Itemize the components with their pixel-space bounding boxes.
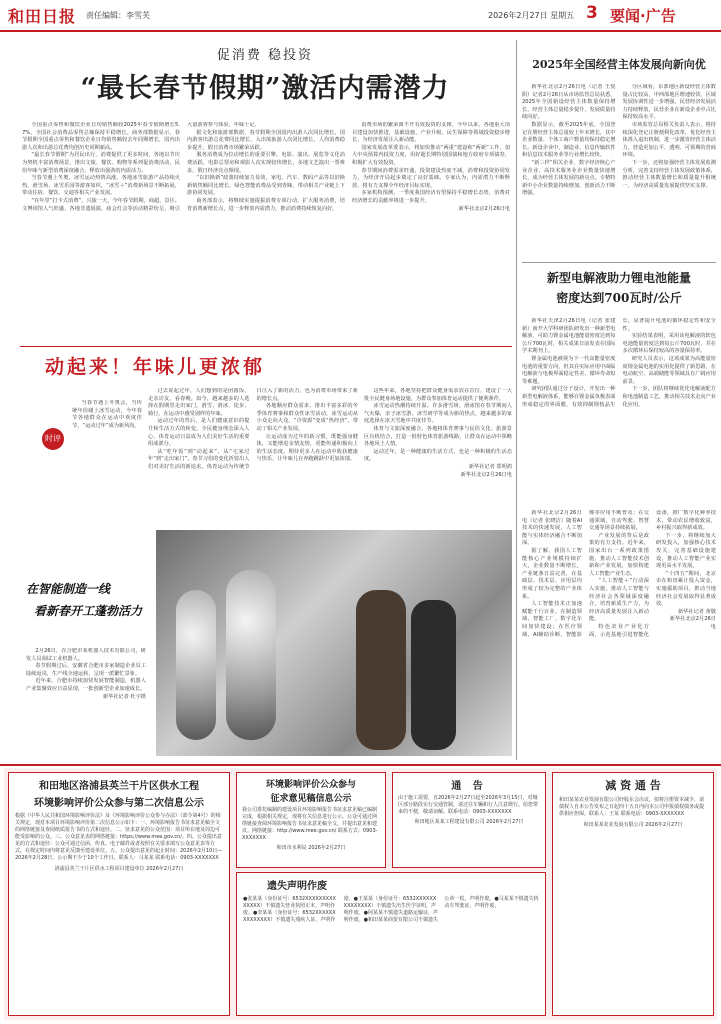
right-bottom-paragraph: 人工智能技术正加速赋能千行百业。在制造领域，智能工厂、数字化车间加快建设；在医疗领域，AI辅助诊断、智能影像等应用不断普及；在交通领域，自动驾驶、智慧交通等场景持续拓展。 xyxy=(522,510,649,638)
page-header xyxy=(0,0,721,32)
ad-public-notice-1 xyxy=(8,772,230,1016)
feature-paragraph: 从“吃年饭”到“动起来”，从“宅家过年”到“走出家门”，春节习俗的变化折射出人们对美好生活的新追求。体育运动为传统节日注入了新的活力，也为消费市场带来了新的增长点。 xyxy=(148,388,358,470)
lead-paragraph: 春节期间消费需求旺盛，投资建设热度不减，消费和投资协同发力，为经济开局起步奠定了良好基础。专家认为，内需潜力不断释放，将有力支撑全年经济目标实现。 xyxy=(352,167,510,189)
caption-title2: 看新春开工蓬勃活力 xyxy=(34,604,143,618)
right-bottom-paragraph: “十四五”期间，北京市在和田累计投入资金，实施援助项目，推动当地经济社会发展取得显著成效。 xyxy=(656,570,716,608)
ad5-sign: 和田某某农业发展有限公司 2026年2月27日 xyxy=(583,822,683,828)
ad5-title: 减 资 通 告 xyxy=(605,779,661,792)
right-bottom-paragraph: 新华社北京2月26日电（记者 张晓洁）随着AI技术的快速发展，人工智能与实体经济融合不断加深。 xyxy=(522,510,582,547)
caption-paragraph: 春节假期过后，安徽省合肥市多家制造企业员工陆续返岗，生产线全速运转，呈现一派繁忙景象。 xyxy=(26,663,146,677)
lead-kicker: 促消费 稳投资 xyxy=(216,48,314,63)
feature-paragraph: 当春节遇上冬奥会，当传统年俗碰上冰雪运动，今年春节各地群众在运动中欢度佳节，“运动过年”成为新风尚。 xyxy=(72,400,142,429)
right-mid-title-wrap xyxy=(522,268,716,310)
column-divider xyxy=(516,40,517,760)
lead-paragraph: 服务消费成为拉动增长的重要引擎。电影、演出、展览等文化消费活跃，电影总票房和观影人次实现较快增长，多地文艺演出一票难求，假日经济亮点频现。 xyxy=(187,152,345,174)
lead-paragraph: 据文化和旅游部数据，春节假期全国国内出游人次同比增长，国内游客出游总花费同比增长，入出境旅游人次同比增长，人均消费稳步提升，假日消费市场繁荣活跃。 xyxy=(187,129,345,151)
ad1-title1: 和田地区洛浦县英兰干片区供水工程 xyxy=(39,781,199,792)
photo-credit: 新华社记者 杜宇摄 xyxy=(102,693,146,700)
person-figure xyxy=(356,590,406,750)
right-mid-title-line2: 密度达到700瓦时/公斤 xyxy=(556,291,682,305)
right-mid-title-line1: 新型电解液助力锂电池能量 xyxy=(546,271,691,285)
ad1-sign: 洛浦县英兰干片区供水工程项目建设单位 2026年2月27日 xyxy=(54,866,184,872)
ad3-body: ●张某某（身份证号：6532XXXXXXXXXXXXXX）不慎遗失营业执照正本，声明作废。●李某某（身份证号：6532XXXXXXXXXXXXXX）不慎遗失残疾人证，声明作废。●王某某（身份证号：6532XXXXXXXXXXXXXX）不慎遗失出生医学证明，声明作废。●阿某某不慎遗失道路运输证，声明作废。●和田某某商贸有限公司不慎遗失公章一枚，声明作废。●马某某不慎遗失机动车驾驶证，声明作废。 xyxy=(243,896,539,923)
feature-dateline: 新华社北京2月26日电 xyxy=(460,471,512,478)
caption-paragraph: 2月26日，在合肥市某机器人技术有限公司，研发人员调试工业机器人。 xyxy=(26,648,146,662)
feature-top-rule xyxy=(20,346,512,347)
right-mid-paragraph: 新华社天津2月26日电（记者 张建新）南开大学科研团队研发出一种新型电解液，可助力锂金属电池能量密度达到每公斤700瓦时，相关成果日前发表在国际学术期刊上。 xyxy=(522,318,616,355)
feature-paragraph: 让运动成为过年的新习惯，既能强身健体，又能增进亲情友情，更能传递积极向上的生活态度。期待更多人在运动中收获健康与快乐，让年味儿在奔跑跳跃中更加浓郁。 xyxy=(256,433,358,463)
right-top-paragraph: “新三样”相关企业、数字经济核心产业企业、高技术服务业企业数量快速增长，成为经营主体发展的新亮点。专精特新中小企业数量持续增加，创新活力不断增强。 xyxy=(522,159,616,197)
lead-title-wrap xyxy=(20,66,510,114)
person-figure xyxy=(411,600,456,750)
ad4-body: 由于施工需要，自2026年2月27日起至2026年3月15日，对城区部分路段实行交通管制，请过往车辆和行人注意绕行。给您带来的不便，敬请谅解。联系电话：0903-XXXXXXX xyxy=(398,795,539,815)
right-bottom-paragraph: 据了解，我国人工智能核心产业规模持续扩大，企业数量不断增长，产业链条日益完善，在基础层、技术层、应用层均形成了较为完整的产业体系。 xyxy=(522,547,582,600)
lead-title: “最长春节假期”激活内需潜力 xyxy=(80,73,450,104)
ad2-title2: 征求意见稿信息公示 xyxy=(270,794,352,804)
feature-body xyxy=(148,388,358,528)
newspaper-logo: 和田日报 xyxy=(8,7,77,26)
feature-col3-paragraph: 运动过年，是一种健康的生活方式，也是一种积极的生活态度。 xyxy=(364,448,512,463)
feature-paragraph: 运动过年的背后，是人们健康意识的提升和生活方式的转变。全民健身理念深入人心，体育运动日益成为人们美好生活的重要组成部分。 xyxy=(148,418,250,448)
feature-col3-paragraph: 冰雪运动热潮持续升温。许多滑雪场、滑冰馆在春节期间人气火爆，亲子冰雪游、冰雪研学等成为新的热点，越来越多的家庭选择在冰天雪地中共度佳节。 xyxy=(364,403,512,425)
lead-paragraph: 全国重点零售和餐饮企业日均销售额较2025年春节假期增长5.7%，全国社会消费品零售总额保持平稳增长。商务部数据显示，春节假期全国重点零售和餐饮企业日均销售额较去年同期增长，国内出游人次和出游总花费均创历史同期新高。 xyxy=(22,122,180,151)
feature-col3-paragraph: 体育与文旅深度融合。各地将体育赛事与民俗文化、旅游景区有机结合，打造一批特色体育旅游线路，让群众在运动中领略各地风土人情。 xyxy=(364,425,512,448)
right-bottom-paragraph: 特色农业产业化方面，示范基地引进智能化设备，推广数字化种养技术，带动农民增收致富，乡村振兴取得新成效。 xyxy=(589,510,716,638)
right-mid-paragraph: 锂金属电池被视为下一代高能量密度电池的重要方向，但其在实际应用中面临电解液与电极界面稳定性差、循环寿命短等难题。 xyxy=(522,355,616,385)
divider xyxy=(522,262,716,263)
feature-author: 新华社记者 郑明鸿 xyxy=(468,463,512,470)
ad2-title1: 环境影响评价公众参与 xyxy=(265,780,356,790)
right-top-body xyxy=(522,84,716,260)
page-number: 3 xyxy=(586,3,598,23)
right-top-paragraph: 新华社北京2月26日电（记者 王悦阳）记者2月26日从市场监管总局获悉，2025年全国新设经营主体数量保持增长，经营主体总量稳步提升，发展质量持续向好。 xyxy=(522,84,616,121)
lead-paragraph: “以旧换新”政策持续加力显效。家电、汽车、数码产品等以旧换新销售额同比增长，绿色智能消费品受到青睐，带动相关产业链上下游协同发展。 xyxy=(187,175,345,197)
feature-paragraph: 各地顺应群众需求，推出丰富多彩的冬季体育赛事和群众性冰雪活动，冰雪运动从小众走向大众，“冷资源”变成“热经济”，带动了相关产业发展。 xyxy=(256,403,358,432)
caption-paragraph: 近年来，合肥市持续加快发展智能制造，机器人产业集聚效应日益显现，一批创新型企业加速成长。 xyxy=(26,678,146,692)
news-photo xyxy=(156,530,512,756)
lead-paragraph: “在年里”打卡式消费”，兴旅一天。今年春节假期，商超、景区、文博场馆人气旺盛，各地非遗展演、庙会灯会等活动精彩纷呈，吸引大量游客参与体验，年味十足。 xyxy=(22,122,260,212)
ads-top-rule xyxy=(0,764,721,766)
lead-paragraph: 多家机构预测，一季度我国经济有望保持平稳增长态势，消费对经济增长的贡献率将进一步提升。 xyxy=(352,190,510,204)
right-mid-paragraph: 下一步，团队将继续优化电解液配方和电池制造工艺，推动相关技术走向产业化应用。 xyxy=(622,386,716,408)
feature-title-wrap xyxy=(20,352,290,380)
commentary-icon: 时评 xyxy=(42,428,64,450)
feature-col3-paragraph: 这些年来，各地坚持把群众健身需求放在首位，建设了一大批全民健身场地设施，为群众参加体育运动提供了便利条件。 xyxy=(364,388,512,402)
ad3-title: 遗失声明作废 xyxy=(267,881,327,892)
section-title: 要闻·广告 xyxy=(610,7,676,25)
right-mid-body xyxy=(522,318,716,502)
right-top-paragraph: 数据显示，截至2025年底，全国登记在册经营主体总量较上年末增长，其中企业数量、个体工商户数量均保持稳定增长。新设企业中，制造业、信息传输软件和信息技术服务业等行业增长较快。 xyxy=(522,121,616,159)
right-bottom-body xyxy=(522,510,716,760)
right-bottom-paragraph: 产业发展的背后是政策的有力支持。近年来，国家出台一系列政策措施，推动人工智能技术创新和产业发展，加快构建人工智能产业生态。 xyxy=(589,532,649,577)
ad4-title: 通 告 xyxy=(451,781,487,792)
lead-paragraph: “最长春节假期”为居民出行、消费提供了更多时间，各地以节庆为契机丰富消费场景，推出文旅、餐饮、购物等系列促消费活动，民俗年味与新型消费深度融合，释放出强劲的内需活力。 xyxy=(22,152,180,174)
feature-paragraph: 过去说起过年，人们想到的是团圆饭、走亲访友、看春晚。如今，越来越多的人选择在假期里走出家门，滑雪、滑冰、徒步、骑行，在运动中感受别样的年味。 xyxy=(148,388,250,417)
lead-paragraph: 商务部表示，将继续实施提振消费专项行动，扩大服务消费，培育消费新增长点，进一步释放内需潜力，推动消费持续恢复向好。 xyxy=(187,197,345,212)
ad-lost-notices xyxy=(236,872,546,1016)
ad1-body: 根据《中华人民共和国环境影响评价法》及《环境影响评价公众参与办法》（部令第4号）的相关规定，现对本项目环境影响评价第二次信息公示如下：一、环境影响报告书征求意见稿全文的网络链接及查阅纸质报告书的方式和途径。二、征求意见的公众范围：项目所在地及周边可能受影响的公众。三、公众意见表的网络链接：https://www.mee.gov.cn/。四、公众提出意见的方式和途径：公众可通过信函、传真、电子邮件或者按照有关要求填写公众意见表等方式，在规定时间内将意见反馈至建设单位。五、公众提出意见的起止时间：2026年2月10日—2026年2月28日，公示期不少于10个工作日。联系人：马某某 联系电话：0903-XXXXXXX xyxy=(15,813,223,861)
right-mid-paragraph: 实验结果表明，采用该电解液的软包电池能量密度达到每公斤700瓦时，并在多次循环后保持较高的容量保持率。 xyxy=(622,333,716,355)
right-bottom-dateline: 新华社北京2月26日电 xyxy=(669,616,716,630)
lead-paragraph: 消费市场的繁荣离不开有效投资的支撑。今年以来，各地重大项目建设加快推进，基础设施、产业升级、民生保障等领域投资稳步增长，为经济发展注入新动能。 xyxy=(352,122,510,144)
ad2-body: 我公司委托编制的建设项目环境影响报告书征求意见稿已编制完成，根据相关规定，现将有关信息进行公示，公众可通过网络链接查阅环境影响报告书征求意见稿全文，并提出意见和建议。网络链接：http://www.mee.gov.cn/ 联系方式：0903-XXXXXXX xyxy=(242,807,378,841)
lead-paragraph: 当春节遇上冬奥，冰雪运动热情高涨。各地冰雪旅游产品持续火热，滑雪场、冰雪乐园等游客如织，“冰雪＋”消费新场景不断拓展，带动住宿、餐饮、交通等相关产业发展。 xyxy=(22,175,180,197)
editor-credit: 责任编辑：李雪芙 xyxy=(86,11,150,20)
right-bottom-paragraph: “人工智能＋”行动深入实施，推动人工智能与经济社会各领域深度融合，培育新质生产力，为经济高质量发展注入新动能。 xyxy=(589,578,649,623)
robot-figure xyxy=(226,570,276,740)
right-top-title: 2025年全国经营主体发展向新向优 xyxy=(532,58,706,71)
lead-dateline: 新华社北京2月26日电 xyxy=(458,205,510,212)
right-mid-paragraph: 研究团队通过分子设计，开发出一种新型电解液体系，能够在锂金属负极表面形成稳定的界面膜，有效抑制锂枝晶生长，显著提升电池的循环稳定性和安全性。 xyxy=(522,318,716,408)
lead-paragraph: 国家发展改革委表示，将加快推动“两重”建设和“两新”工作，加大中央预算内投资力度，用好超长期特别国债和地方政府专项债券，积极扩大有效投资。 xyxy=(352,144,510,166)
right-mid-paragraph: 研究人员表示，这项成果为高能量密度锂金属电池的实用化提供了新思路，在电动航空、高端储能等领域具有广阔应用前景。 xyxy=(622,355,716,385)
ad1-title2: 环境影响评价公众参与第二次信息公示 xyxy=(34,798,204,809)
caption-title1: 在智能制造一线 xyxy=(26,582,111,596)
right-bottom-author: 新华社记者 黄敬 xyxy=(678,608,716,615)
feature-intro xyxy=(72,400,142,460)
lead-kicker-wrap xyxy=(20,44,510,64)
ad-traffic-notice xyxy=(392,772,546,868)
feature-col3 xyxy=(364,388,512,528)
right-top-paragraph: 市场监管总局相关负责人表示，将持续深化登记注册便利化改革，优化经营主体准入退出机制，进一步激发经营主体活力，营造更加公平、透明、可预期的营商环境。 xyxy=(622,121,716,159)
ad-capital-reduction xyxy=(552,772,714,1016)
right-bottom-paragraph: 下一步，将继续加大研发投入，加强核心技术攻关，完善基础设施建设，推动人工智能产业实现更高水平发展。 xyxy=(656,532,716,570)
ad4-sign: 和田地区某某工程建设有限公司 2026年2月27日 xyxy=(414,819,524,825)
right-top-paragraph: 分区域看，东部地区新设经营主体数量占比较高，中西部地区增速较快，区域发展协调性进一步增强。民营经济发展活力持续释放，民营企业在新设企业中占比保持较高水平。 xyxy=(622,84,716,121)
lead-body xyxy=(22,122,510,340)
right-top-paragraph: 下一步，还将加强经营主体发展监测分析，完善支持经营主体发展政策体系，推动经营主体数量增长和质量提升相统一，为经济高质量发展提供坚实支撑。 xyxy=(622,159,716,189)
ad5-body: 和田某某农业发展有限公司经股东会决议，拟将注册资本减少，请债权人自本公告发布之日起四十五日内向本公司申报债权债务或提供相应担保。联系人：王某 联系电话：0903-XXXXXXX xyxy=(559,797,705,817)
caption-body xyxy=(26,648,146,754)
robot-figure xyxy=(176,590,216,740)
right-top-title-wrap xyxy=(522,56,716,78)
feature-title: 动起来！年味儿更浓郁 xyxy=(44,356,265,378)
ad2-sign: 和田市水利局 2026年2月27日 xyxy=(276,845,346,851)
issue-date: 2026年2月27日 星期五 xyxy=(488,11,575,20)
caption-title-wrap xyxy=(26,578,146,638)
ad-public-notice-2 xyxy=(236,772,386,868)
